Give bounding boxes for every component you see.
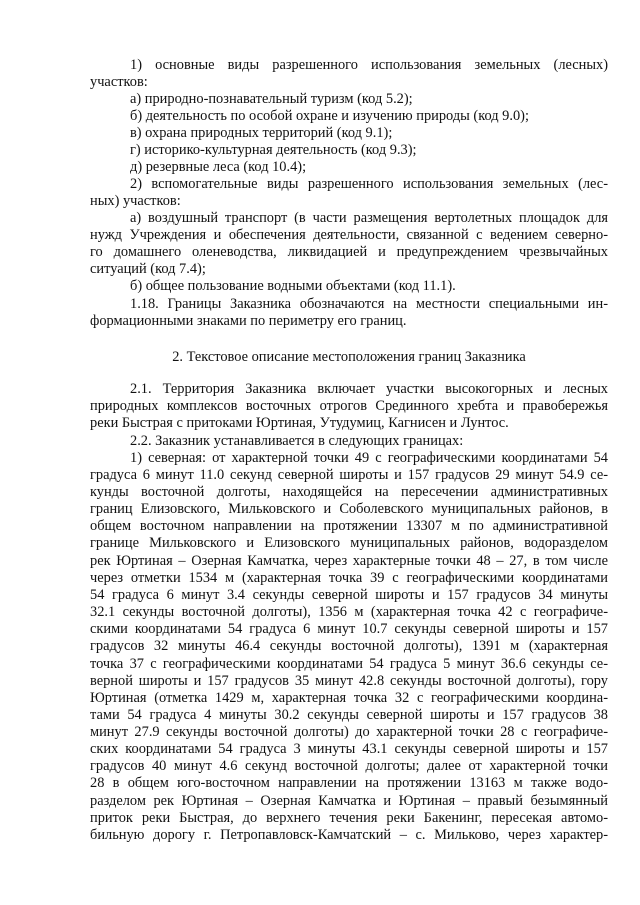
text-line: д) резервные леса (код 10.4); [130,159,307,175]
text-line: ситуаций (код 7.4); [90,261,206,277]
text-line: градусов 40 минут 4.6 секунд восточной долготы; далее от характерной точки [90,758,608,774]
text-line: скими координатами 54 градуса 6 минут 10.7 секунды северной широты и 157 [90,621,608,637]
text-line: а) природно-познавательный туризм (код 5.2); [130,91,413,107]
text-line: общем восточном направлении на протяжении 13307 м по административной [90,518,608,534]
text-line: рек Юртиная – Озерная Камчатка, через характерные точки 48 – 27, в том числе [90,553,608,569]
text-line: тами 54 градуса 4 минуты 30.2 секунды северной широты и 157 градусов 38 [90,707,608,723]
text-line: 32.1 секунды восточной долготы), 1356 м (характерная точка 42 с географиче- [90,604,608,620]
text-line: бильную дорогу г. Петропавловск-Камчатский – с. Мильково, через характер- [90,827,608,843]
text-line: г) историко-культурная деятельность (код 9.3); [130,142,417,158]
text-line: 28 в общем юго-восточном направлении на протяжении 13163 м также водо- [90,775,608,791]
text-line: разделом рек Юртиная – Озерная Камчатка и Юртиная – правый безымянный [90,793,608,809]
section-heading: 2. Текстовое описание местоположения границ Заказника [172,349,526,365]
text-line: 2) вспомогательные виды разрешенного использования земельных (лес- [130,176,608,192]
text-line: границ Елизовского, Мильковского и Соболевского муниципальных районов, в [90,501,608,517]
text-line: кунды восточной долготы, находящейся на пересечении административных [90,484,608,500]
text-line: ных) участков: [90,193,181,209]
text-line: границе Мильковского и Елизовского муниципальных районов, водоразделом [90,535,608,551]
text-line: точка 37 с географическими координатами 54 градуса 5 минут 36.6 секунды се- [90,656,608,672]
text-line: 1.18. Границы Заказника обозначаются на местности специальными ин- [130,296,608,312]
text-line: реки Быстрая с притоками Юртиная, Утудумиц, Кагнисен и Лунтос. [90,415,509,431]
text-line: 1) основные виды разрешенного использования земельных (лесных) [130,57,608,73]
text-line: градусов 32 минуты 46.4 секунды восточной долготы), 1391 м (характерная [90,638,608,654]
text-line: б) общее пользование водными объектами (код 11.1). [130,278,456,294]
text-line: природных комплексов восточных отрогов Срединного хребта и правобережья [90,398,608,414]
text-line: приток реки Быстрая, до верхнего течения реки Бакенинг, пересекая автомо- [90,810,608,826]
text-line: го домашнего оленеводства, ликвидацией и предупреждением чрезвычайных [90,244,608,260]
text-line: градуса 6 минут 11.0 секунд северной широты и 157 градусов 29 минут 54.9 се- [90,467,608,483]
text-line: а) воздушный транспорт (в части размещения вертолетных площадок для [130,210,608,226]
text-line: 1) северная: от характерной точки 49 с географическими координатами 54 [130,450,608,466]
text-line: 2.2. Заказник устанавливается в следующих границах: [130,433,464,449]
text-line: 2.1. Территория Заказника включает участки высокогорных и лесных [130,381,608,397]
text-line: Юртиная (отметка 1429 м, характерная точка 32 с географическими координа- [90,690,608,706]
text-line: в) охрана природных территорий (код 9.1); [130,125,393,141]
text-line: формационными знаками по периметру его границ. [90,313,407,329]
text-line: через отметки 1534 м (характерная точка 39 с географическими координатами [90,570,608,586]
text-line: участков: [90,74,148,90]
text-line: 54 градуса 6 минут 3.4 секунды северной широты и 157 градусов 34 минуты [90,587,608,603]
text-line: минут 27.9 секунды восточной долготы) до характерной точки 28 с географиче- [90,724,608,740]
text-line: ских координатами 54 градуса 3 минуты 43.1 секунды северной широты и 157 [90,741,608,757]
text-line: верной широты и 157 градусов 35 минут 42.8 секунды восточной долготы), гору [90,673,608,689]
text-line: нужд Учреждения и обеспечения деятельности, связанной с ведением северно- [90,227,608,243]
text-line: б) деятельность по особой охране и изучению природы (код 9.0); [130,108,529,124]
